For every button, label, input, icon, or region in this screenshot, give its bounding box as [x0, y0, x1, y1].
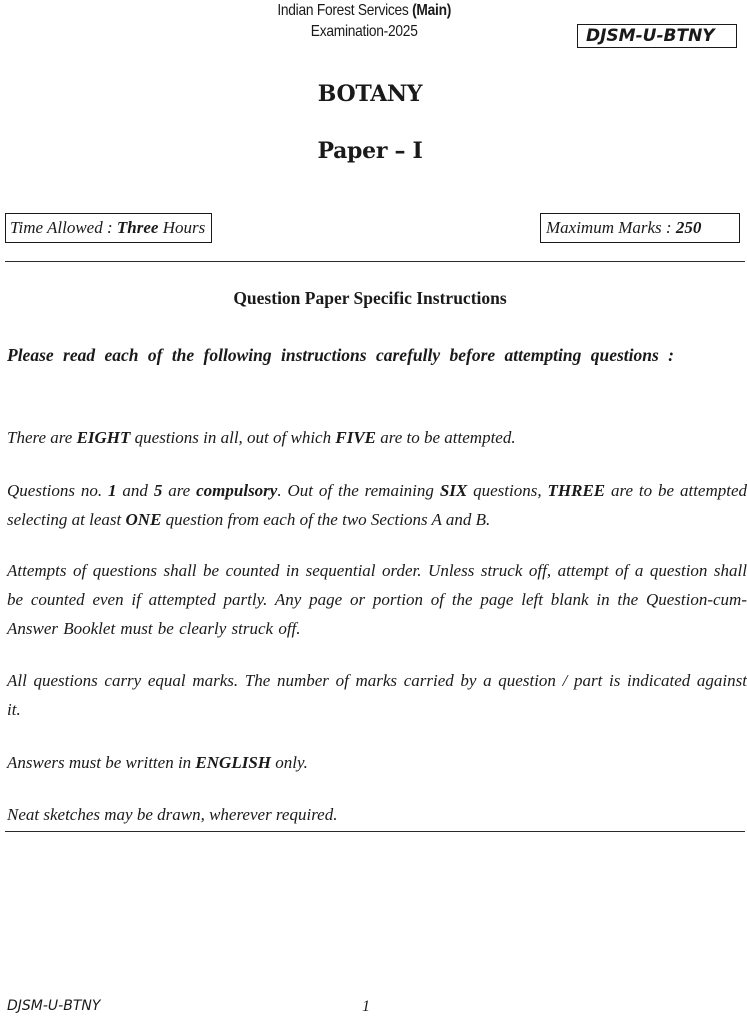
- text-run: . Out of the remaining: [277, 481, 440, 500]
- time-unit: Hours: [158, 218, 206, 237]
- instruction-language: [7, 748, 747, 777]
- text-run: question from each of the two Sections A and B.: [161, 510, 491, 529]
- text-run-bold: THREE: [547, 481, 606, 500]
- marks-value: 250: [675, 218, 702, 237]
- instruction-compulsory: [7, 476, 747, 534]
- text-run: Answers must be written in: [7, 753, 196, 772]
- instruction-marks: All questions carry equal marks. The number of marks carried by a question / part is indicated against it.: [7, 671, 747, 719]
- instruction-question-count: [7, 423, 747, 452]
- exam-name: Indian Forest Services: [277, 2, 413, 19]
- text-run-bold: compulsory: [196, 481, 278, 500]
- text-run-bold: 1: [108, 481, 117, 500]
- exam-name-line: [55, 0, 674, 21]
- text-run: and: [116, 481, 154, 500]
- paper-code-box: DJSM-U-BTNY: [577, 24, 737, 48]
- paper-title: Paper – I: [317, 138, 423, 164]
- text-run-bold: 5: [153, 481, 163, 500]
- page-number: 1: [362, 998, 370, 1015]
- text-run-bold: ONE: [125, 510, 162, 529]
- text-run: questions,: [467, 481, 548, 500]
- text-run-bold: EIGHT: [76, 428, 131, 447]
- time-value: Three: [116, 218, 159, 237]
- bottom-divider: [5, 831, 745, 832]
- exam-year: Examination-2025: [310, 23, 418, 40]
- text-run: only.: [271, 753, 308, 772]
- time-label: Time Allowed :: [10, 218, 117, 237]
- maximum-marks-box: [540, 213, 740, 243]
- subject-title: BOTANY: [317, 81, 423, 107]
- text-run: are to be attempted.: [376, 428, 516, 447]
- text-run-bold: ENGLISH: [195, 753, 271, 772]
- instructions-lead: Please read each of the following instructions carefully before attempting questions :: [7, 345, 675, 365]
- time-allowed-box: [5, 213, 212, 243]
- exam-stage: (Main): [412, 2, 452, 19]
- text-run: are: [162, 481, 197, 500]
- top-divider: [5, 261, 745, 262]
- marks-label: Maximum Marks :: [546, 218, 676, 237]
- text-run: questions in all, out of which: [130, 428, 336, 447]
- instructions-heading: Question Paper Specific Instructions: [233, 288, 507, 308]
- instruction-attempts: Attempts of questions shall be counted in sequential order. Unless struck off, attempt of a question shall be counted even if attempted partly. Any page or portion of the page left blank in the Question-cum-Answer Booklet must be clearly struck off.: [7, 561, 747, 638]
- text-run: Questions no.: [7, 481, 109, 500]
- instruction-sketches: Neat sketches may be drawn, wherever required.: [7, 805, 338, 824]
- text-run-bold: SIX: [439, 481, 468, 500]
- footer-paper-code: DJSM-U-BTNY: [7, 998, 101, 1014]
- text-run: are to be attempted selecting at least: [7, 481, 747, 529]
- text-run: There are: [7, 428, 77, 447]
- text-run-bold: FIVE: [335, 428, 376, 447]
